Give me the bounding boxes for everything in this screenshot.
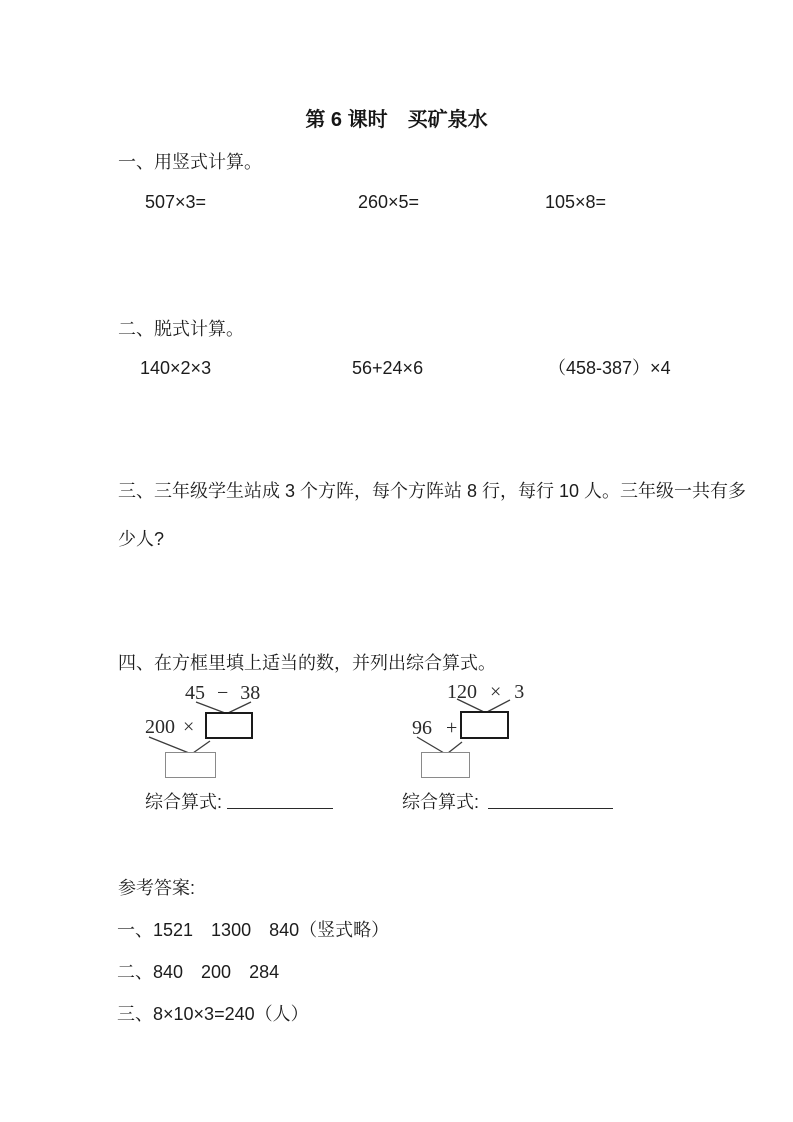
right-operator-mid: +: [446, 717, 458, 739]
left-operand-c: 200: [145, 716, 175, 738]
answer-line-two: 二、840 200 284: [117, 962, 280, 982]
left-answer-box-2[interactable]: [165, 752, 216, 778]
section-three-line1: 三、三年级学生站成 3 个方阵，每个方阵站 8 行，每行 10 人。三年级一共有多: [118, 481, 747, 501]
right-answer-box-2[interactable]: [421, 752, 470, 778]
left-operator-top: −: [217, 682, 229, 704]
right-operator-top: ×: [490, 681, 502, 703]
answer-line-three: 三、8×10×3=240（人）: [117, 1004, 309, 1024]
left-answer-box-1[interactable]: [205, 712, 253, 739]
right-answer-box-1[interactable]: [460, 711, 509, 739]
page-title: 第 6 课时 买矿泉水: [305, 109, 488, 131]
left-composite-expression-label: 综合算式:: [145, 792, 223, 812]
right-operand-c: 96: [412, 717, 432, 739]
right-composite-expression-label: 综合算式:: [402, 792, 480, 812]
problem-458minus387x4: （458-387）×4: [548, 358, 671, 378]
reference-answers-heading: 参考答案:: [118, 878, 196, 898]
left-operator-mid: ×: [183, 716, 195, 738]
left-operand-a: 45: [185, 682, 205, 704]
section-one-label: 一、用竖式计算。: [118, 152, 262, 172]
problem-507x3: 507×3=: [145, 192, 207, 212]
section-three-line2: 少人?: [118, 529, 165, 549]
right-operand-a: 120: [447, 681, 477, 703]
left-composite-expression-blank[interactable]: [227, 807, 333, 809]
problem-260x5: 260×5=: [358, 192, 420, 212]
problem-56plus24x6: 56+24×6: [352, 358, 424, 378]
problem-140x2x3: 140×2×3: [140, 358, 212, 378]
right-operand-b: 3: [514, 681, 525, 703]
problem-105x8: 105×8=: [545, 192, 607, 212]
section-two-label: 二、脱式计算。: [118, 319, 244, 339]
left-operand-b: 38: [240, 682, 261, 704]
answer-line-one: 一、1521 1300 840（竖式略）: [117, 920, 390, 940]
section-four-label: 四、在方框里填上适当的数，并列出综合算式。: [118, 653, 496, 673]
right-composite-expression-blank[interactable]: [488, 807, 613, 809]
